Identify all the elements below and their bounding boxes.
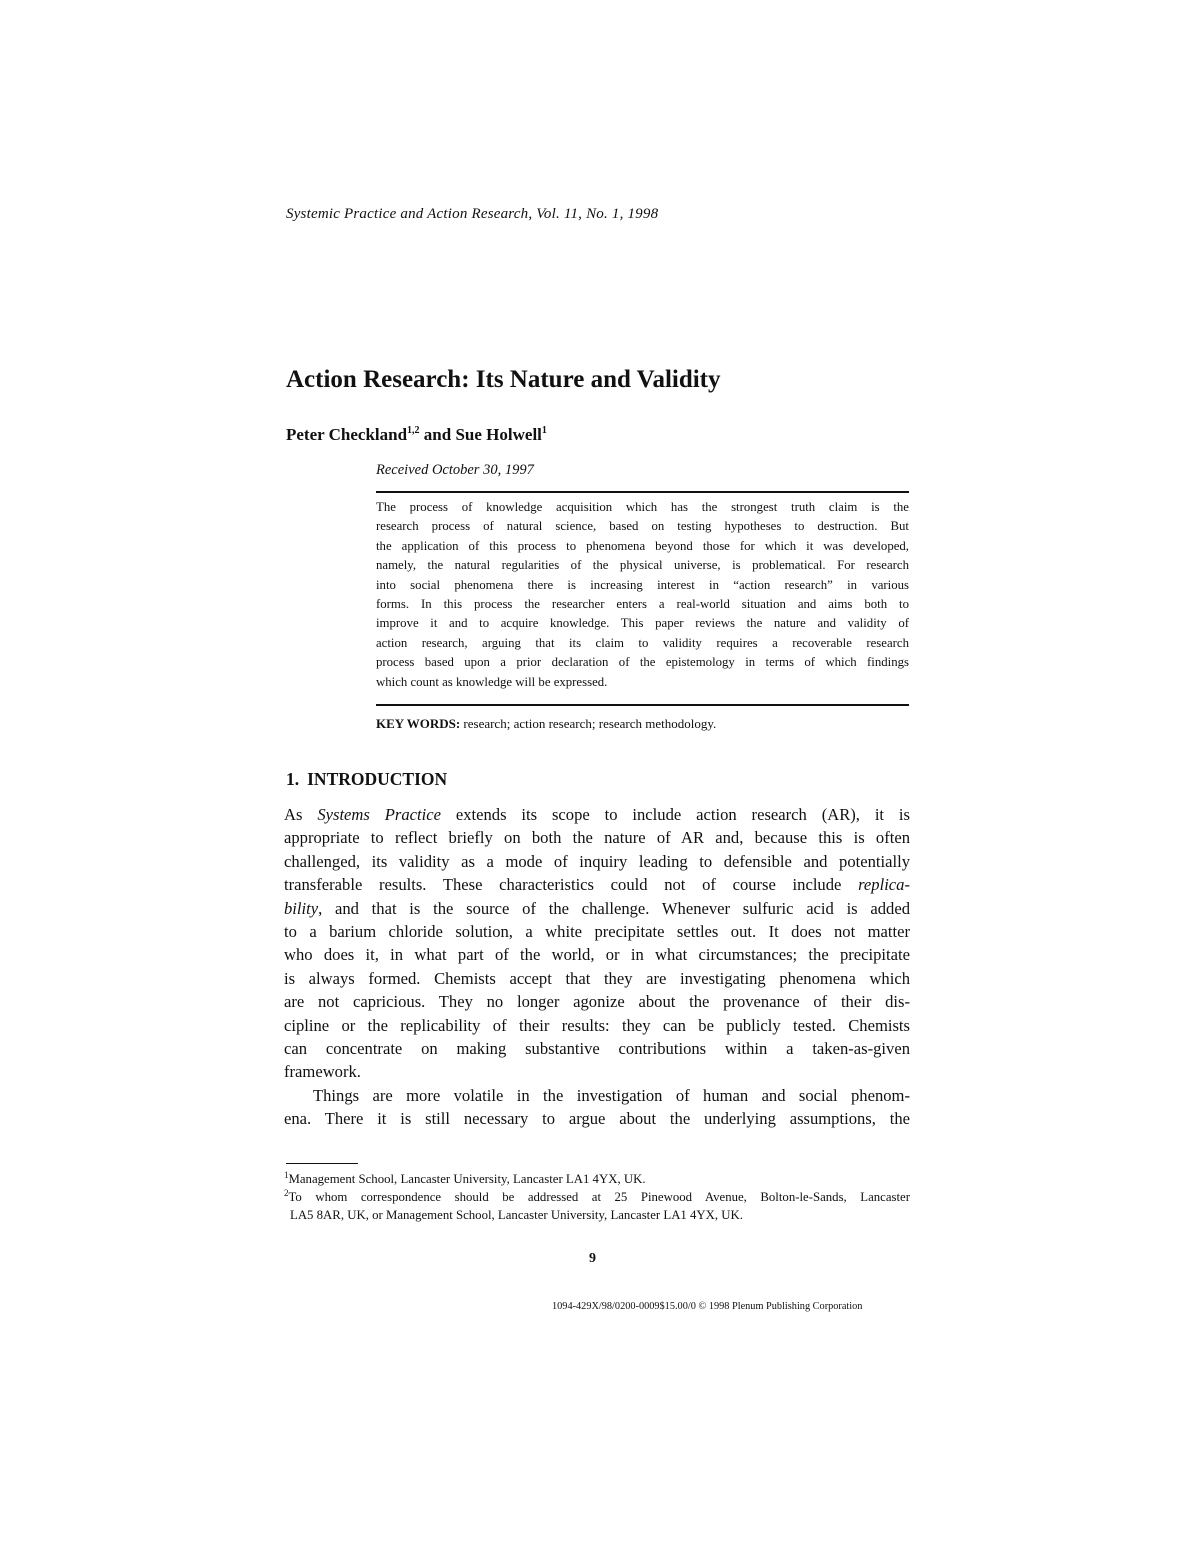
section-number: 1. (286, 769, 300, 789)
page-number: 9 (589, 1251, 596, 1266)
replicability-emphasis: replica- (858, 875, 910, 895)
abstract (376, 498, 909, 692)
author-holwell: Sue Holwell (455, 425, 542, 444)
abstract-line: research process of natural science, based on testing hypotheses to destruction. But (376, 519, 909, 534)
footnote-text: Management School, Lancaster University, Lancaster LA1 4YX, UK. (288, 1172, 646, 1186)
abstract-line: forms. In this process the researcher enters a real-world situation and aims both to (376, 596, 909, 611)
body-line (284, 873, 910, 896)
author-holwell-affiliation: 1 (541, 425, 547, 436)
body-line: framework. (284, 1062, 361, 1082)
body-line: to a barium chloride solution, a white precipitate settles out. It does not matter (284, 921, 910, 941)
abstract-line: improve it and to acquire knowledge. This paper reviews the nature and validity of (376, 616, 909, 631)
abstract-line: process based upon a prior declaration of the epistemology in terms of which findings (376, 655, 909, 670)
abstract-line: into social phenomena there is increasing interest in “action research” in various (376, 577, 909, 592)
body-line (284, 803, 910, 826)
body-text-run: transferable results. These characteristics could not of course include (284, 875, 859, 895)
author-checkland-affiliation: 1,2 (407, 425, 420, 436)
footnote-mark: 1 (284, 1170, 289, 1180)
body-text (284, 803, 910, 1130)
body-line: Things are more volatile in the investigation of human and social phenom- (313, 1085, 910, 1105)
journal-name-emphasis: Systems Practice (317, 805, 441, 824)
abstract-line: action research, arguing that its claim to validity requires a recoverable research (376, 635, 909, 650)
body-text-run: As (284, 805, 318, 824)
footnote-rule (286, 1163, 358, 1164)
footnote-2 (284, 1188, 910, 1206)
author-line (286, 425, 547, 445)
body-line: are not capricious. They no longer agonize about the provenance of their dis- (284, 992, 910, 1012)
footnote-1 (284, 1170, 910, 1188)
body-line: is always formed. Chemists accept that they are investigating phenomena which (284, 968, 910, 988)
body-line (284, 897, 910, 920)
body-line: cipline or the replicability of their results: they can be publicly tested. Chemists (284, 1015, 910, 1035)
body-text-run: , and that is the source of the challenge. Whenever sulfuric acid is added (318, 898, 910, 918)
abstract-bottom-rule (376, 704, 909, 706)
keywords (376, 716, 716, 732)
received-date: Received October 30, 1997 (376, 462, 534, 478)
body-text-run: extends its scope to include action research (AR), it is (440, 805, 910, 824)
body-line: can concentrate on making substantive contributions within a taken-as-given (284, 1038, 910, 1058)
body-line: who does it, in what part of the world, or in what circumstances; the precipitate (284, 945, 910, 965)
abstract-line: The process of knowledge acquisition which has the strongest truth claim is the (376, 500, 909, 514)
article-title: Action Research: Its Nature and Validity (286, 366, 721, 393)
keywords-text: research; action research; research methodology. (460, 716, 717, 731)
copyright-line: 1094-429X/98/0200-0009$15.00/0 © 1998 Plenum Publishing Corporation (552, 1301, 863, 1312)
abstract-top-rule (376, 491, 909, 493)
body-line: appropriate to reflect briefly on both the nature of AR and, because this is often (284, 828, 910, 848)
abstract-line: which count as knowledge will be expressed. (376, 674, 608, 689)
body-line: ena. There it is still necessary to argue about the underlying assumptions, the (284, 1109, 910, 1129)
replicability-emphasis: bility (284, 898, 319, 918)
journal-citation: Systemic Practice and Action Research, Vol. 11, No. 1, 1998 (286, 206, 659, 222)
section-title: INTRODUCTION (307, 769, 448, 789)
section-heading (286, 769, 447, 790)
abstract-line: namely, the natural regularities of the physical universe, is problematical. For research (376, 558, 909, 573)
author-checkland: Peter Checkland (286, 425, 408, 444)
author-conjunction: and (419, 425, 456, 444)
footnote-mark: 2 (284, 1188, 289, 1199)
footnotes (284, 1170, 910, 1225)
keywords-label: KEY WORDS: (376, 716, 461, 731)
abstract-line: the application of this process to phenomena beyond those for which it was developed, (376, 538, 909, 553)
footnote-2-continued: LA5 8AR, UK, or Management School, Lancaster University, Lancaster LA1 4YX, UK. (290, 1208, 743, 1223)
footnote-text: To whom correspondence should be addressed at 25 Pinewood Avenue, Bolton-le-Sands, Lancaster (288, 1190, 910, 1205)
body-line: challenged, its validity as a mode of inquiry leading to defensible and potentially (284, 851, 910, 871)
